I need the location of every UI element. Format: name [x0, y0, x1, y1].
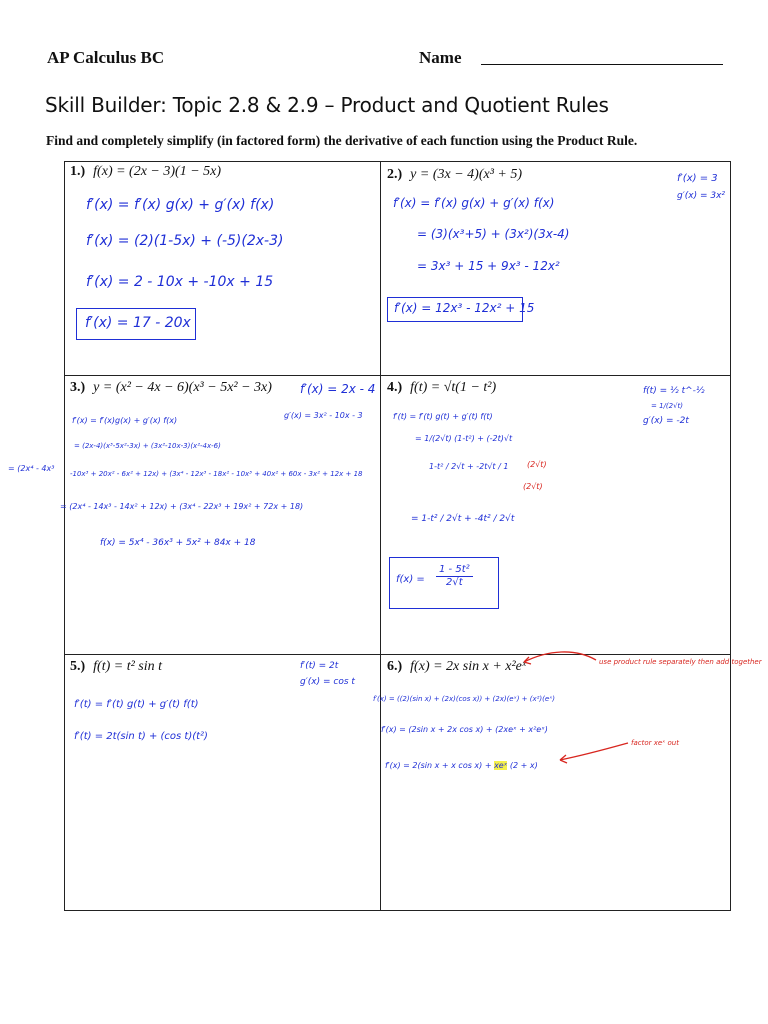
course-title: AP Calculus BC	[47, 48, 165, 67]
problem-cell-2	[381, 161, 731, 375]
side-note: f(t) = ½ t^-½	[643, 386, 705, 396]
name-label: Name	[419, 48, 462, 67]
work-line: = 1-t² / 2√t + -4t² / 2√t	[411, 514, 515, 524]
work-line: -10x³ + 20x² - 6x² + 12x) + (3x⁴ - 12x³ - 18x² - 10x³ + 40x² + 60x - 3x² + 12x + 18	[70, 470, 363, 478]
side-note: f′(t) = 2t	[300, 661, 339, 671]
side-note: f′(x) = 2x - 4	[300, 382, 376, 396]
work-line: f′(x) = f′(x) g(x) + g′(x) f(x)	[86, 197, 275, 213]
problem-cell-5	[64, 655, 380, 911]
name-blank-line	[481, 64, 723, 65]
problem-statement	[387, 167, 522, 183]
worksheet-title: Skill Builder: Topic 2.8 & 2.9 – Product and Quotient Rules	[45, 93, 609, 117]
problem-number: 6.)	[387, 659, 403, 674]
instructions: Find and completely simplify (in factored form) the derivative of each function using the Product Rule.	[46, 133, 638, 148]
work-line: = 3x³ + 15 + 9x³ - 12x²	[417, 259, 560, 273]
work-line: f′(x) = ((2)(sin x) + (2x)(cos x)) + (2x)(eˣ) + (x²)(eˣ)	[373, 695, 556, 703]
side-note: g′(x) = -2t	[643, 416, 689, 426]
work-line: 1-t² / 2√t + -2t√t / 1	[429, 462, 509, 471]
problem-expression: f(x) = 2x sin x + x²eˣ	[410, 659, 526, 674]
side-note: g′(x) = 3x²	[677, 191, 726, 201]
problem-expression: y = (3x − 4)(x³ + 5)	[410, 167, 523, 182]
red-note: use product rule separately then add together	[599, 658, 762, 666]
problem-number: 5.)	[70, 659, 86, 674]
problem-number: 2.)	[387, 167, 403, 182]
answer-fraction	[436, 564, 473, 588]
work-line: f′(x) = (2sin x + 2x cos x) + (2xeˣ + x²eˣ)	[381, 725, 548, 734]
work-line: f′(t) = f′(t) g(t) + g′(t) f(t)	[74, 699, 199, 710]
work-line: f′(t) = f′(t) g(t) + g′(t) f(t)	[393, 412, 493, 421]
problem-cell-4	[381, 376, 731, 654]
problem-cell-6	[373, 655, 762, 911]
answer-lhs: f(x) =	[396, 574, 425, 585]
work-line: f′(x) = (2)(1-5x) + (-5)(2x-3)	[86, 233, 284, 249]
work-line: f′(x) = f′(x) g(x) + g′(x) f(x)	[393, 196, 555, 210]
problem-expression: f(x) = (2x − 3)(1 − 5x)	[93, 164, 222, 179]
problem-statement	[70, 380, 272, 396]
answer-text: f(x) = 5x⁴ - 36x³ + 5x² + 84x + 18	[100, 538, 256, 548]
work-line: = 1/(2√t) (1-t²) + (-2t)√t	[415, 434, 513, 443]
work-text: (2 + x)	[509, 761, 538, 770]
work-line: = (3)(x³+5) + (3x²)(3x-4)	[417, 227, 570, 241]
answer-box	[387, 297, 535, 322]
answer-box	[389, 557, 499, 609]
problem-cell-3	[8, 376, 380, 654]
red-note: factor xeˣ out	[631, 739, 679, 747]
problem-statement	[70, 659, 162, 675]
side-note: g′(x) = 3x² - 10x - 3	[284, 411, 363, 420]
problem-number: 3.)	[70, 380, 86, 395]
side-note: f′(x) = 3	[677, 173, 718, 184]
work-line: f′(t) = 2t(sin t) + (cos t)(t²)	[74, 731, 208, 742]
side-note: g′(x) = cos t	[300, 677, 355, 687]
red-note: (2√t)	[527, 460, 547, 469]
answer-box	[76, 308, 196, 340]
problem-cell-1	[64, 161, 380, 375]
answer-denominator: 2√t	[445, 576, 463, 588]
highlighted-factor: xeˣ	[494, 761, 508, 770]
side-note: = 1/(2√t)	[651, 402, 684, 410]
answer-numerator: 1 - 5t²	[436, 564, 473, 577]
work-line: = (2x⁴ - 4x³	[8, 464, 55, 473]
problem-statement	[387, 380, 496, 396]
answer-text: f′(x) = 17 - 20x	[85, 315, 191, 331]
work-line: = (2x-4)(x³-5x²-3x) + (3x²-10x-3)(x²-4x-6)	[74, 442, 221, 450]
problem-expression: y = (x² − 4x − 6)(x³ − 5x² − 3x)	[93, 380, 272, 395]
red-note: (2√t)	[523, 482, 543, 491]
problem-number: 4.)	[387, 380, 403, 395]
problem-statement	[387, 659, 526, 675]
problem-expression: f(t) = t² sin t	[93, 659, 163, 674]
work-line: f′(x) = 2 - 10x + -10x + 15	[86, 274, 274, 290]
work-line	[385, 761, 538, 770]
work-line: f′(x) = f′(x)g(x) + g′(x) f(x)	[72, 416, 178, 425]
problem-number: 1.)	[70, 164, 86, 179]
answer-text: f′(x) = 12x³ - 12x² + 15	[394, 301, 535, 315]
problem-expression: f(t) = √t(1 − t²)	[410, 380, 497, 395]
work-text: f′(x) = 2(sin x + x cos x) +	[385, 761, 495, 770]
work-line: = (2x⁴ - 14x³ - 14x² + 12x) + (3x⁴ - 22x³ + 19x² + 72x + 18)	[60, 502, 304, 511]
problem-statement	[70, 164, 221, 180]
